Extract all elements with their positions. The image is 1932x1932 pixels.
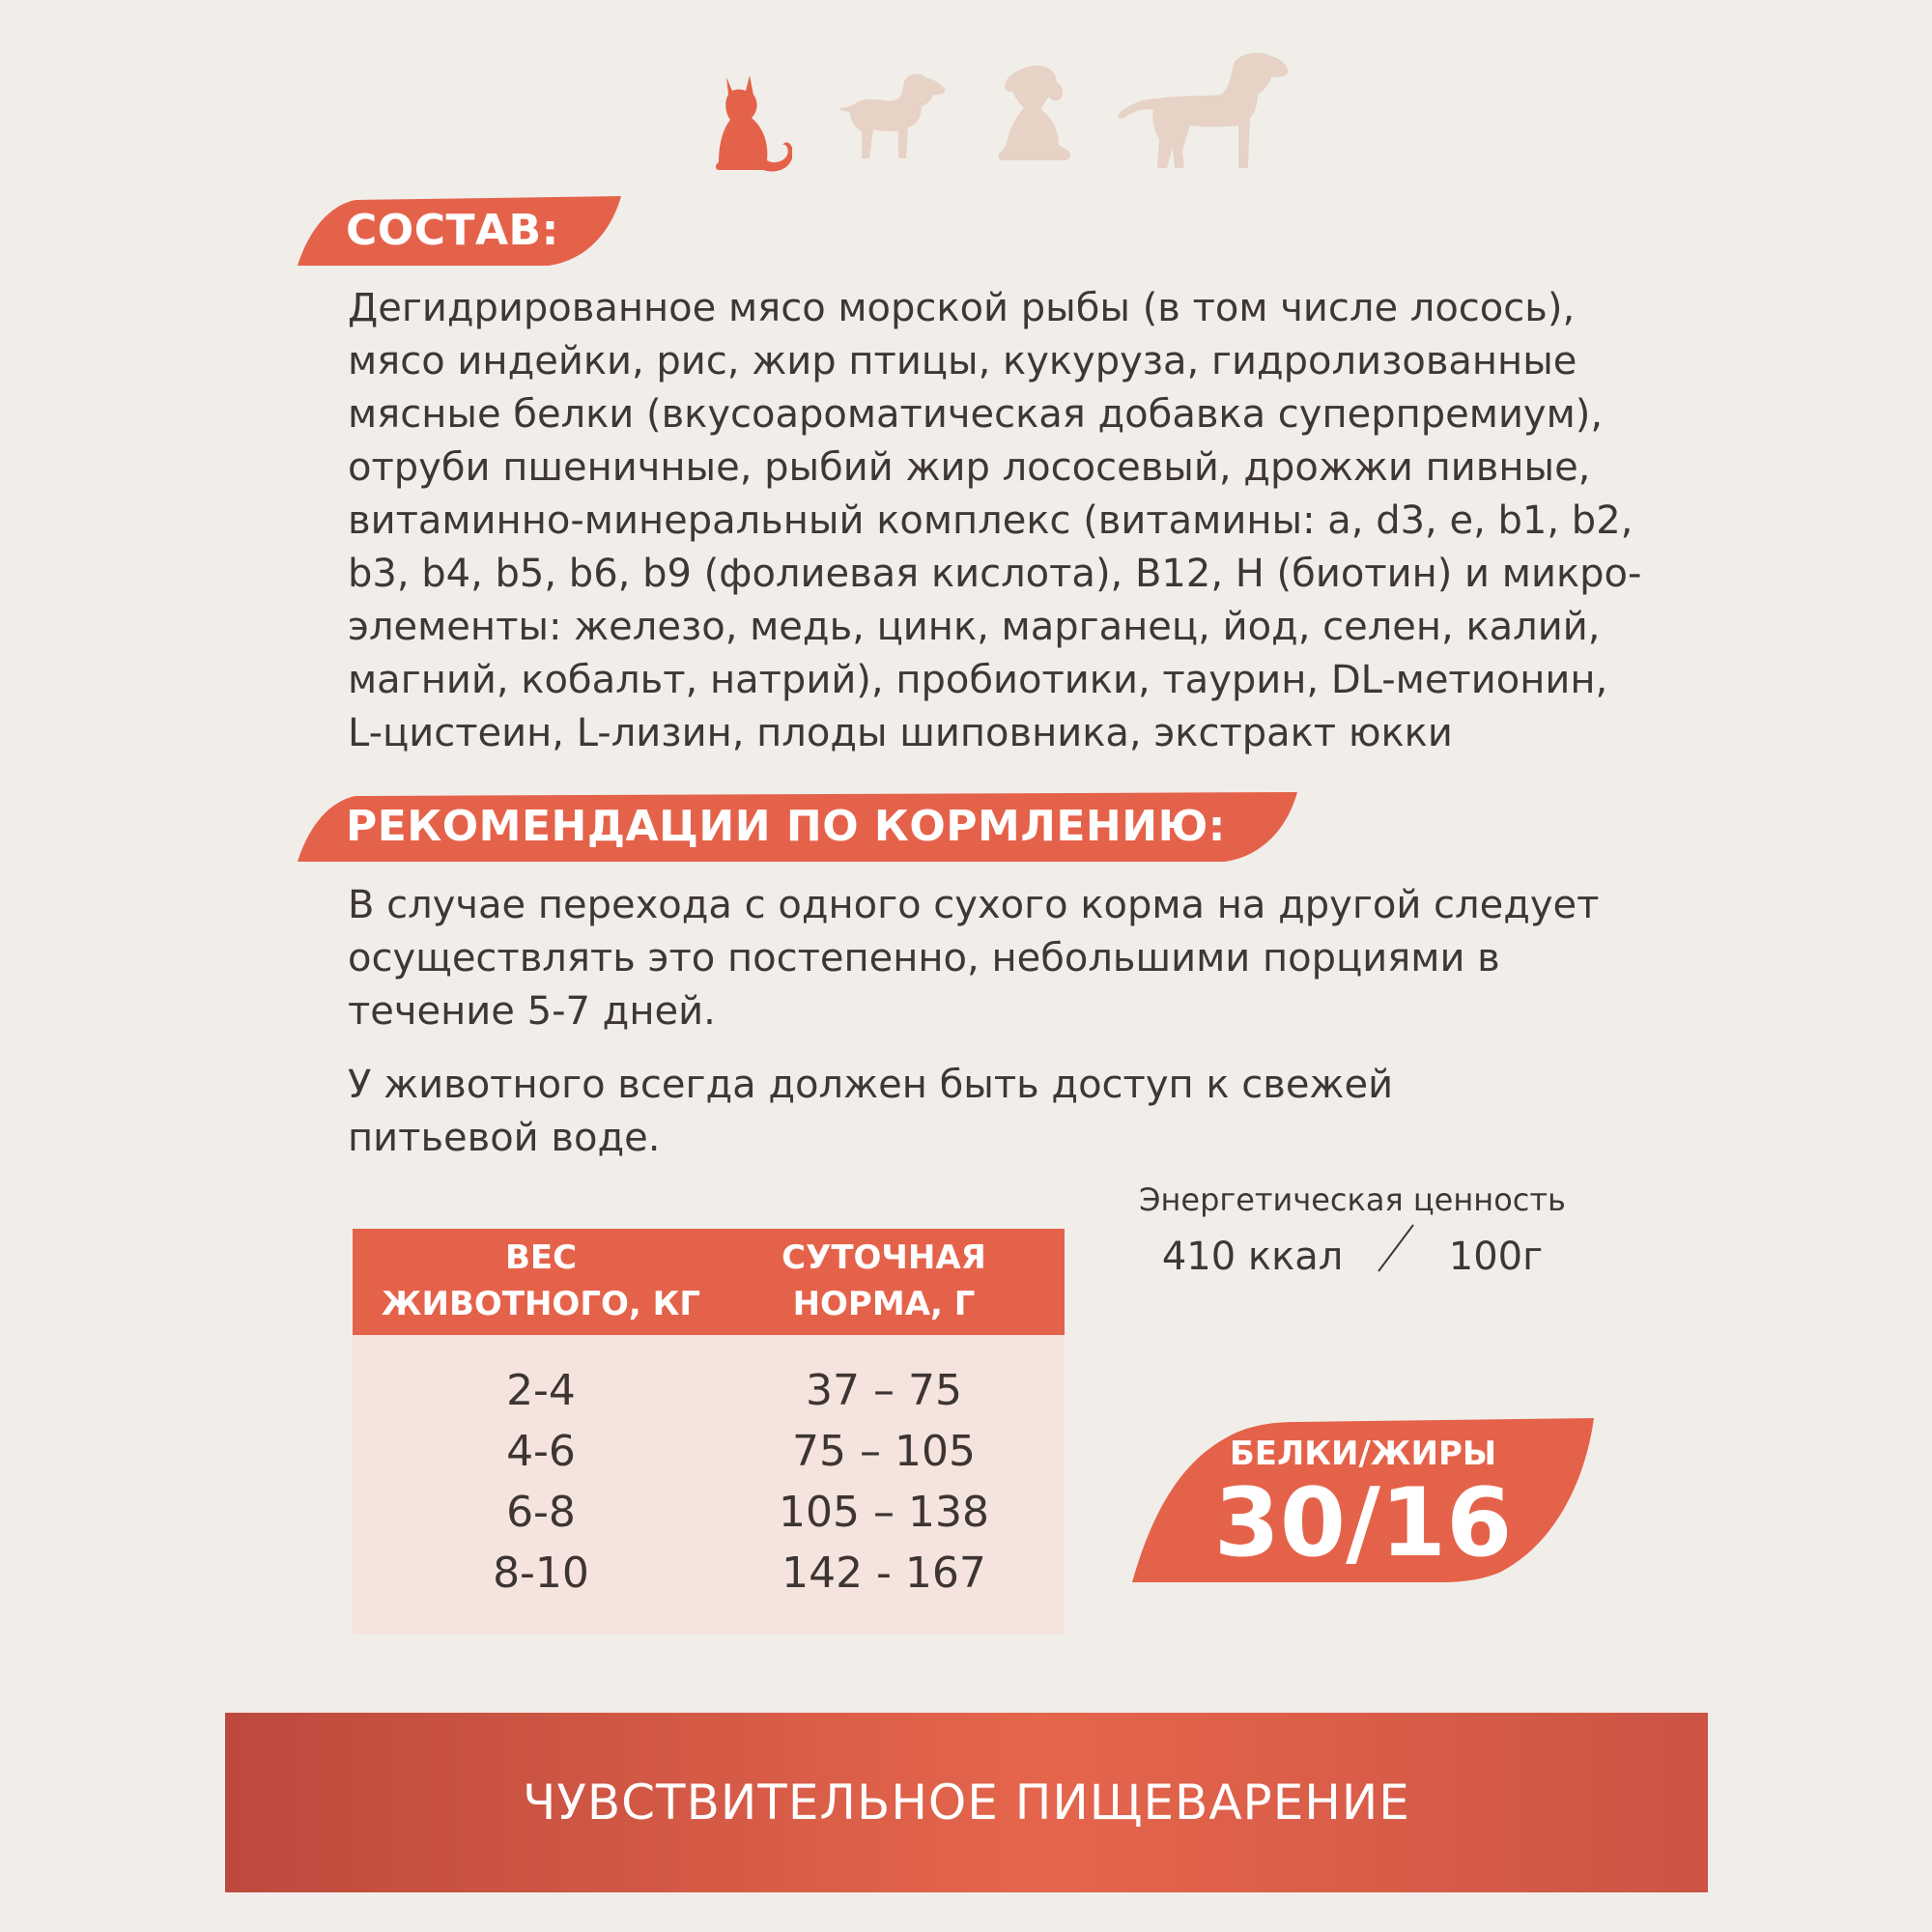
feeding-table-body xyxy=(353,1335,1065,1634)
weight-cell: 8-10 xyxy=(493,1548,589,1598)
weight-cell: 2-4 xyxy=(506,1366,576,1415)
header-daily-norm: СУТОЧНАЯ НОРМА, Г xyxy=(781,1238,986,1323)
energy-per-weight: 100г xyxy=(1448,1234,1544,1279)
feeding-heading-tag xyxy=(298,792,1297,862)
weight-cell: 4-6 xyxy=(506,1427,576,1476)
table-row xyxy=(353,1543,1065,1604)
cat-icon xyxy=(705,68,792,176)
norm-cell: 75 – 105 xyxy=(792,1427,976,1476)
table-row xyxy=(353,1421,1065,1482)
energy-row xyxy=(1111,1223,1594,1290)
feeding-table-header xyxy=(353,1229,1065,1335)
table-row xyxy=(353,1482,1065,1543)
norm-cell: 105 – 138 xyxy=(779,1488,989,1537)
small-dog-icon xyxy=(837,70,954,164)
weight-cell: 6-8 xyxy=(506,1488,576,1537)
protein-fat-badge xyxy=(1132,1418,1594,1582)
feeding-table xyxy=(353,1229,1065,1634)
energy-label: Энергетическая ценность xyxy=(1139,1181,1566,1218)
norm-cell: 142 - 167 xyxy=(781,1548,986,1598)
composition-text: Дегидрированное мясо морской рыбы (в том числе лосось), мясо индейки, рис, жир птицы, кукуруза, гидролизованные мясные белки (вкусоароматическая добавка суперпремиум), отруби пшеничные, рыбий жир лососевый, дрожжи пивные, витаминно-минеральный комплекс (витамины: a, d3, e, b1, b2, b3, b4, b5, b6, b9 (фолиевая кислота), B12, H (биотин) и микро- элементы: железо, медь, цинк, марганец, йод, селен, калий, магний, кобальт, натрий), пробиотики, таурин, DL-метионин, L-цистеин, L-лизин, плоды шиповника, экстракт юкки xyxy=(348,286,1642,755)
feeding-heading: РЕКОМЕНДАЦИИ ПО КОРМЛЕНИЮ: xyxy=(346,802,1226,851)
pet-icons-row xyxy=(0,48,1932,174)
composition-heading-tag xyxy=(298,196,621,266)
feeding-paragraph-2: У животного всегда должен быть доступ к свежей питьевой воде. xyxy=(348,1063,1394,1160)
slash-divider xyxy=(1375,1223,1417,1290)
large-dog-icon xyxy=(1117,50,1291,172)
header-animal-weight: ВЕС ЖИВОТНОГО, КГ xyxy=(381,1238,701,1323)
norm-cell: 37 – 75 xyxy=(806,1366,962,1415)
composition-heading: СОСТАВ: xyxy=(346,206,559,255)
table-row xyxy=(353,1360,1065,1421)
badge-value: 30/16 xyxy=(1213,1468,1513,1578)
puppy-icon xyxy=(995,64,1074,164)
badge-label: БЕЛКИ/ЖИРЫ xyxy=(1229,1435,1497,1473)
footer-banner xyxy=(225,1713,1708,1892)
energy-value-block xyxy=(1111,1177,1594,1290)
energy-kcal: 410 ккал xyxy=(1161,1234,1344,1279)
footer-title: ЧУВСТВИТЕЛЬНОЕ ПИЩЕВАРЕНИЕ xyxy=(523,1775,1410,1831)
feeding-paragraph-1: В случае перехода с одного сухого корма на другой следует осуществлять это постепенно, небольшими порциями в течение 5-7 дней. xyxy=(348,883,1600,1034)
